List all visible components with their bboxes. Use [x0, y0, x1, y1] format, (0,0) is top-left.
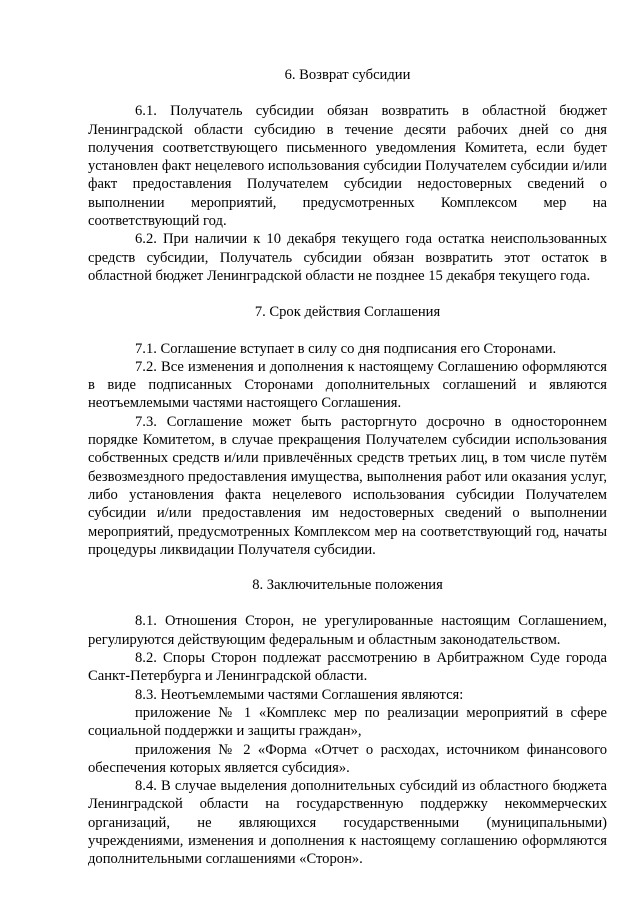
- clause-7-3: 7.3. Соглашение может быть расторгнуто досрочно в одностороннем порядке Комитетом, в случае прекращения Получателем субсидии использования собственных средств и/или привлечённых средств третьих лиц, в том числе путём безвозмездного предоставления имущества, выполнения работ или оказания услуг, либо установления факта нецелевого использования субсидии Получателем субсидии и/или предоставления им недостоверных сведений о выполнении мероприятий, предусмотренных Комплексом мер на соответствующий год, начаты процедуры ликвидации Получателя субсидии.: [88, 413, 607, 558]
- clause-6-2: 6.2. При наличии к 10 декабря текущего года остатка неиспользованных средств субсидии, Получатель субсидии обязан возвратить этот остаток в областной бюджет Ленинградской области не позднее 15 декабря текущего года.: [88, 231, 607, 284]
- clause-8-1: 8.1. Отношения Сторон, не урегулированные настоящим Соглашением, регулируются действующим федеральным и областным законодательством.: [88, 613, 607, 648]
- clause-6-1: 6.1. Получатель субсидии обязан возвратить в областной бюджет Ленинградской области субсидию в течение десяти рабочих дней со дня получения соответствующего письменного уведомления Комитета, если будет установлен факт нецелевого использования субсидии Получателем субсидии и/или факт предоставления Получателем субсидии недостоверных сведений о выполнении мероприятий, предусмотренных Комплексом мер на соответствующий год.: [88, 103, 607, 230]
- section-7-title: 7. Срок действия Соглашения: [254, 304, 441, 321]
- section-8-title: 8. Заключительные положения: [252, 577, 443, 594]
- clause-7-2: 7.2. Все изменения и дополнения к настоящему Соглашению оформляются в виде подписанных Сторонами дополнительных соглашений и являются неотъемлемыми частями настоящего Соглашения.: [88, 358, 607, 412]
- clause-8-4: 8.4. В случае выделения дополнительных субсидий из областного бюджета Ленинградской области на государственную поддержку некоммерческих организаций, не являющихся государственными (муниципальными) учреждениями, изменения и дополнения к настоящему соглашению оформляются дополнительными соглашениями «Сторон».: [88, 778, 607, 868]
- clause-8-2: 8.2. Споры Сторон подлежат рассмотрению в Арбитражном Суде города Санкт-Петербурга и Ленинградской области.: [88, 650, 607, 685]
- clause-7-1: 7.1. Соглашение вступает в силу со дня подписания его Сторонами.: [135, 340, 557, 357]
- appendix-2-item: приложения № 2 «Форма «Отчет о расходах, источником финансового обеспечения которых является субсидия».: [88, 741, 607, 776]
- clause-8-3: 8.3. Неотъемлемыми частями Соглашения являются:: [135, 686, 464, 703]
- section-6-title: 6. Возврат субсидии: [284, 67, 411, 83]
- appendix-1-item: приложение № 1 «Комплекс мер по реализации мероприятий в сфере социальной поддержки и защиты граждан»,: [88, 704, 607, 740]
